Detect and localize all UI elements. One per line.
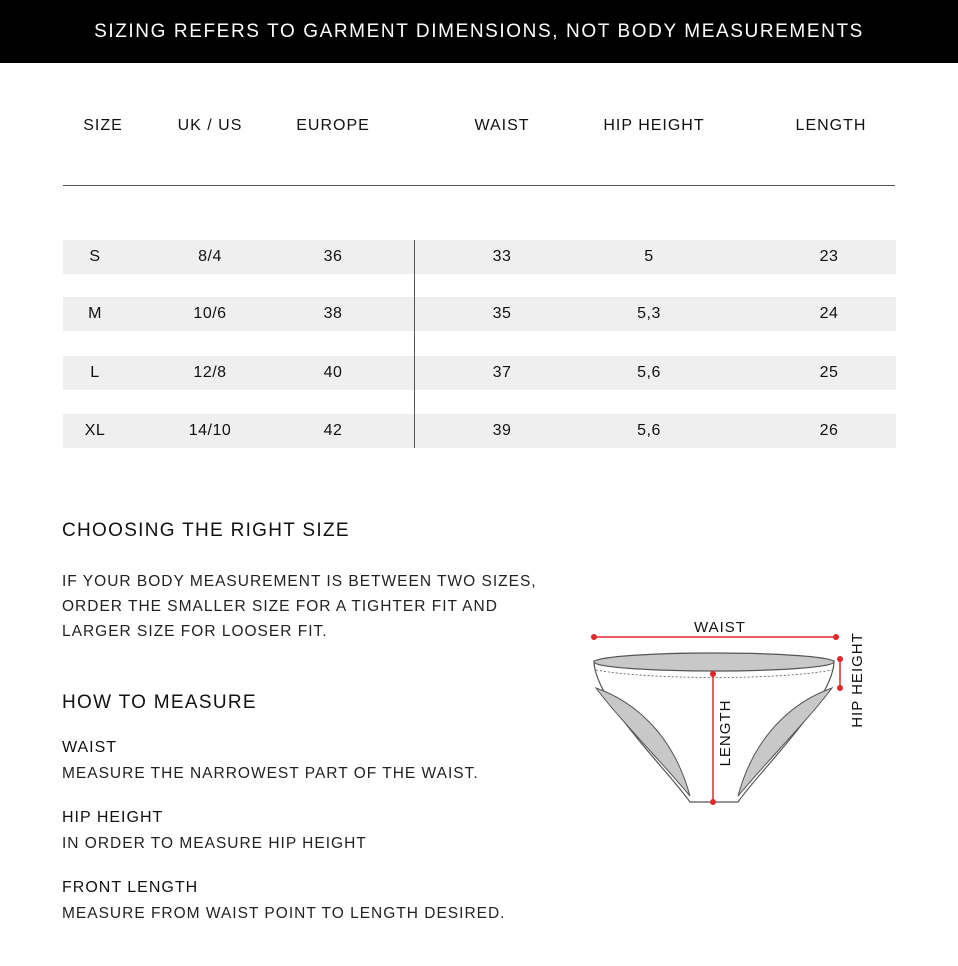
length-measure-dot bbox=[710, 671, 716, 677]
how-to-measure-title: HOW TO MEASURE bbox=[62, 692, 257, 713]
length-measure-dot bbox=[710, 799, 716, 805]
header-length: LENGTH bbox=[795, 117, 867, 134]
header-divider bbox=[63, 185, 895, 186]
column-separator bbox=[414, 240, 415, 448]
garment-body bbox=[594, 661, 834, 802]
table-row bbox=[63, 414, 896, 448]
length-diagram-label: LENGTH bbox=[717, 699, 734, 767]
cell-waist: 35 bbox=[492, 305, 512, 322]
cell-waist: 33 bbox=[492, 248, 512, 265]
waist-label: WAIST bbox=[62, 739, 118, 756]
cell-size: M bbox=[88, 305, 102, 322]
waist-diagram-label: WAIST bbox=[694, 619, 746, 636]
cell-uk-us: 12/8 bbox=[193, 364, 227, 381]
hip-measure-dot bbox=[837, 685, 843, 691]
choosing-line: IF YOUR BODY MEASUREMENT IS BETWEEN TWO SIZES, bbox=[62, 573, 537, 590]
cell-europe: 42 bbox=[323, 422, 343, 439]
table-row bbox=[63, 356, 896, 390]
choosing-line: ORDER THE SMALLER SIZE FOR A TIGHTER FIT AND bbox=[62, 598, 498, 615]
cell-length: 23 bbox=[819, 248, 839, 265]
header-europe: EUROPE bbox=[296, 117, 370, 134]
waist-description: MEASURE THE NARROWEST PART OF THE WAIST. bbox=[62, 765, 479, 782]
front-length-label: FRONT LENGTH bbox=[62, 879, 199, 896]
cell-length: 24 bbox=[819, 305, 839, 322]
front-length-description: MEASURE FROM WAIST POINT TO LENGTH DESIRED. bbox=[62, 905, 506, 922]
hip-height-description: IN ORDER TO MEASURE HIP HEIGHT bbox=[62, 835, 367, 852]
hip-height-diagram-label: HIP HEIGHT bbox=[849, 632, 866, 728]
cell-hip-height: 5,3 bbox=[637, 305, 661, 322]
header-hip-height: HIP HEIGHT bbox=[603, 117, 705, 134]
table-row bbox=[63, 240, 896, 274]
header-uk-us: UK / US bbox=[177, 117, 243, 134]
cell-waist: 37 bbox=[492, 364, 512, 381]
waist-measure-dot bbox=[833, 634, 839, 640]
sizing-banner: SIZING REFERS TO GARMENT DIMENSIONS, NOT BODY MEASUREMENTS bbox=[0, 0, 958, 63]
cell-uk-us: 10/6 bbox=[193, 305, 227, 322]
cell-uk-us: 8/4 bbox=[198, 248, 222, 265]
cell-length: 25 bbox=[819, 364, 839, 381]
header-waist: WAIST bbox=[474, 117, 530, 134]
cell-europe: 40 bbox=[323, 364, 343, 381]
hip-height-label: HIP HEIGHT bbox=[62, 809, 164, 826]
waistband bbox=[594, 653, 834, 671]
hip-measure-dot bbox=[837, 656, 843, 662]
choosing-title: CHOOSING THE RIGHT SIZE bbox=[62, 520, 350, 541]
cell-size: XL bbox=[84, 422, 106, 439]
cell-hip-height: 5,6 bbox=[637, 364, 661, 381]
cell-uk-us: 14/10 bbox=[188, 422, 232, 439]
cell-hip-height: 5,6 bbox=[637, 422, 661, 439]
cell-size: S bbox=[89, 248, 101, 265]
cell-hip-height: 5 bbox=[644, 248, 654, 265]
cell-waist: 39 bbox=[492, 422, 512, 439]
cell-length: 26 bbox=[819, 422, 839, 439]
waist-measure-dot bbox=[591, 634, 597, 640]
cell-size: L bbox=[90, 364, 100, 381]
cell-europe: 36 bbox=[323, 248, 343, 265]
table-row bbox=[63, 297, 896, 331]
header-size: SIZE bbox=[83, 117, 123, 134]
choosing-line: LARGER SIZE FOR LOOSER FIT. bbox=[62, 623, 328, 640]
cell-europe: 38 bbox=[323, 305, 343, 322]
garment-measure-diagram bbox=[580, 610, 880, 820]
